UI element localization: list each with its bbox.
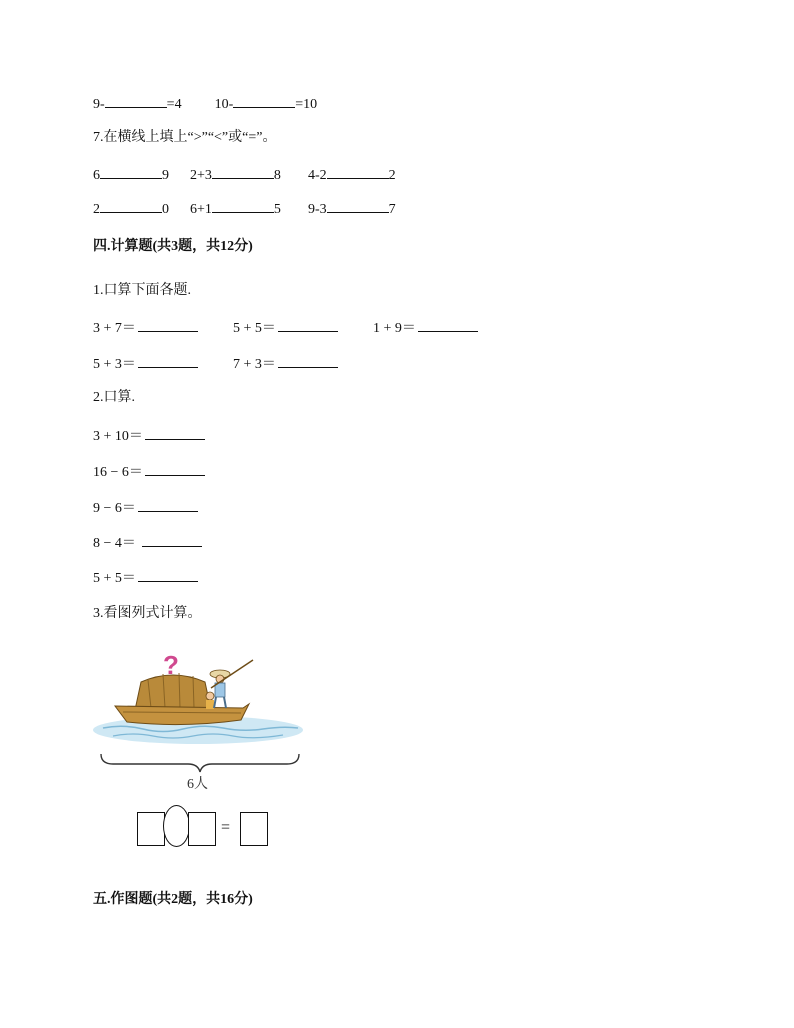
calc-expression: 9 − 6＝ xyxy=(93,501,136,516)
q6-a-post: =4 xyxy=(166,97,182,112)
calc-expression: 7 + 3＝ xyxy=(233,357,276,372)
calc-item xyxy=(93,317,198,339)
compare-left: 9-3 xyxy=(308,202,327,217)
answer-box-2[interactable] xyxy=(188,812,216,846)
answer-blank[interactable] xyxy=(278,317,338,332)
answer-blank[interactable] xyxy=(142,532,202,547)
compare-item xyxy=(308,198,396,220)
calc-expression: 3 + 10＝ xyxy=(93,429,143,444)
calc-item xyxy=(93,461,205,483)
answer-blank[interactable] xyxy=(100,164,162,179)
compare-left: 6 xyxy=(93,168,100,183)
compare-item xyxy=(93,198,169,220)
answer-box-1[interactable] xyxy=(137,812,165,846)
answer-blank[interactable] xyxy=(418,317,478,332)
question-mark-icon: ? xyxy=(163,650,179,680)
answer-blank[interactable] xyxy=(100,198,162,213)
answer-blank[interactable] xyxy=(138,353,198,368)
section-heading: 五.作图题(共2题，共16分) xyxy=(93,892,253,907)
answer-blank[interactable] xyxy=(145,461,205,476)
answer-blank[interactable] xyxy=(105,93,167,108)
compare-item xyxy=(93,164,169,186)
compare-right: 9 xyxy=(162,168,169,183)
equals-sign: = xyxy=(221,819,231,836)
problem-title: 3.看图列式计算。 xyxy=(93,606,202,621)
q6-b-pre: 10- xyxy=(214,97,234,112)
answer-blank[interactable] xyxy=(233,93,295,108)
calc-item xyxy=(93,497,198,519)
calc-item xyxy=(373,317,478,339)
calc-item xyxy=(93,353,198,375)
answer-blank[interactable] xyxy=(138,497,198,512)
boat-hull xyxy=(115,704,249,725)
calc-item xyxy=(233,317,338,339)
compare-left: 6+1 xyxy=(190,202,212,217)
calc-expression: 5 + 5＝ xyxy=(233,321,276,336)
compare-left: 2+3 xyxy=(190,168,212,183)
picture-label: 6人 xyxy=(187,777,208,792)
answer-blank[interactable] xyxy=(327,198,389,213)
answer-blank[interactable] xyxy=(278,353,338,368)
q6-b-post: =10 xyxy=(295,97,318,112)
q6-row xyxy=(93,93,317,115)
problem-title: 2.口算. xyxy=(93,390,135,405)
calc-expression: 5 + 5＝ xyxy=(93,571,136,586)
answer-blank[interactable] xyxy=(145,425,205,440)
compare-item xyxy=(190,198,281,220)
answer-blank[interactable] xyxy=(212,164,274,179)
compare-right: 5 xyxy=(273,202,281,217)
problem-title: 1.口算下面各题. xyxy=(93,283,191,298)
answer-blank[interactable] xyxy=(138,317,198,332)
q7-title: 7.在横线上填上“>”“<”或“=”。 xyxy=(93,130,277,145)
q6-a-pre: 9- xyxy=(93,97,105,112)
calc-item xyxy=(233,353,338,375)
boat-illustration xyxy=(93,640,308,795)
calc-expression: 5 + 3＝ xyxy=(93,357,136,372)
calc-expression: 1 + 9＝ xyxy=(373,321,416,336)
compare-right: 7 xyxy=(388,202,396,217)
calc-item xyxy=(93,425,205,447)
answer-blank[interactable] xyxy=(138,567,198,582)
compare-left: 4-2 xyxy=(308,168,327,183)
compare-right: 2 xyxy=(388,168,396,183)
compare-right: 0 xyxy=(162,202,169,217)
calc-item xyxy=(93,567,198,589)
compare-right: 8 xyxy=(273,168,281,183)
calc-item xyxy=(93,532,202,554)
answer-blank[interactable] xyxy=(327,164,389,179)
calc-expression: 8 − 4＝ xyxy=(93,536,136,551)
boat-canopy xyxy=(135,675,211,710)
compare-item xyxy=(190,164,281,186)
section-heading: 四.计算题(共3题，共12分) xyxy=(93,239,253,254)
brace-icon xyxy=(101,754,299,772)
compare-left: 2 xyxy=(93,202,100,217)
calc-expression: 16 − 6＝ xyxy=(93,465,143,480)
answer-blank[interactable] xyxy=(212,198,274,213)
compare-item xyxy=(308,164,396,186)
answer-box-result[interactable] xyxy=(240,812,268,846)
calc-expression: 3 + 7＝ xyxy=(93,321,136,336)
operator-oval[interactable] xyxy=(163,805,190,847)
